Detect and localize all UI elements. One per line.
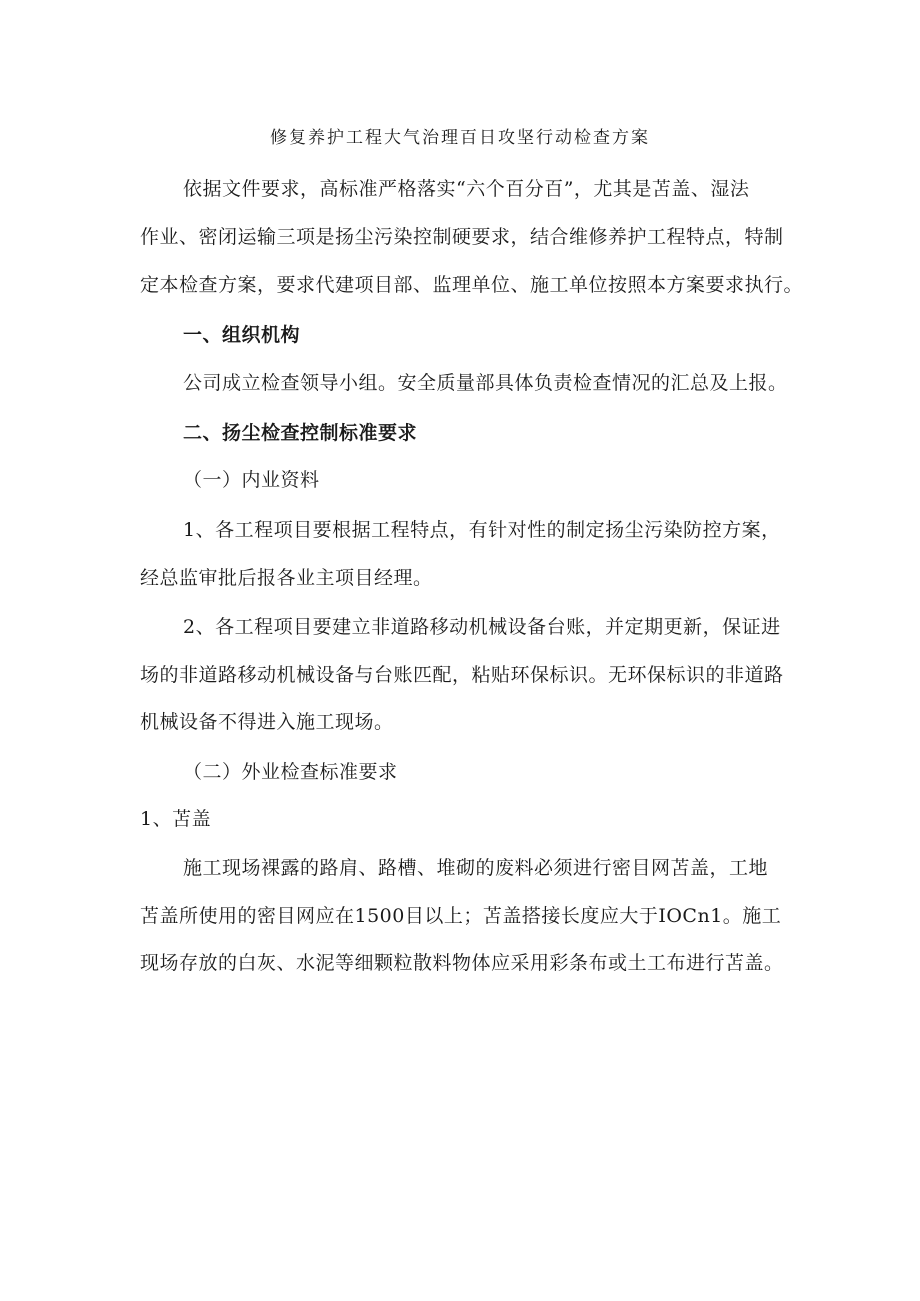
sub1-item1-line-1: 1、各工程项目要根据工程特点，有针对性的制定扬尘污染防控方案， xyxy=(183,519,781,541)
sub2-item1-line-3: 现场存放的白灰、水泥等细颗粒散料物体应采用彩条布或土工布进行苫盖。 xyxy=(140,952,784,974)
sub2-item1-heading: 1、苫盖 xyxy=(140,808,212,830)
document-title: 修复养护工程大气治理百日攻坚行动检查方案 xyxy=(270,128,650,148)
sub1-item2-line-1: 2、各工程项目要建立非道路移动机械设备台账，并定期更新，保证进 xyxy=(183,616,781,638)
sub1-item2-line-2: 场的非道路移动机械设备与台账匹配，粘贴环保标识。无环保标识的非道路 xyxy=(140,664,784,686)
sub2-item1-line-1: 施工现场裸露的路肩、路槽、堆砌的废料必须进行密目网苫盖，工地 xyxy=(183,857,769,879)
sub1-item2-line-3: 机械设备不得进入施工现场。 xyxy=(140,711,394,733)
subsection-2-heading: （二）外业检查标准要求 xyxy=(183,761,398,783)
intro-line-3: 定本检查方案，要求代建项目部、监理单位、施工单位按照本方案要求执行。 xyxy=(140,274,804,296)
intro-line-1: 依据文件要求，高标准严格落实“六个百分百”，尤其是苫盖、湿法 xyxy=(183,178,750,200)
sub2-item1-line-2: 苫盖所使用的密目网应在1500目以上；苫盖搭接长度应大于IOCn1。施工 xyxy=(140,905,782,927)
section-1-line-1: 公司成立检查领导小组。安全质量部具体负责检查情况的汇总及上报。 xyxy=(183,372,788,394)
sub1-item1-line-2: 经总监审批后报各业主项目经理。 xyxy=(140,567,433,589)
section-2-heading: 二、扬尘检查控制标准要求 xyxy=(183,422,418,444)
section-1-heading: 一、组织机构 xyxy=(183,324,301,346)
intro-line-2: 作业、密闭运输三项是扬尘污染控制硬要求，结合维修养护工程特点，特制 xyxy=(140,226,784,248)
subsection-1-heading: （一）内业资料 xyxy=(183,469,320,491)
